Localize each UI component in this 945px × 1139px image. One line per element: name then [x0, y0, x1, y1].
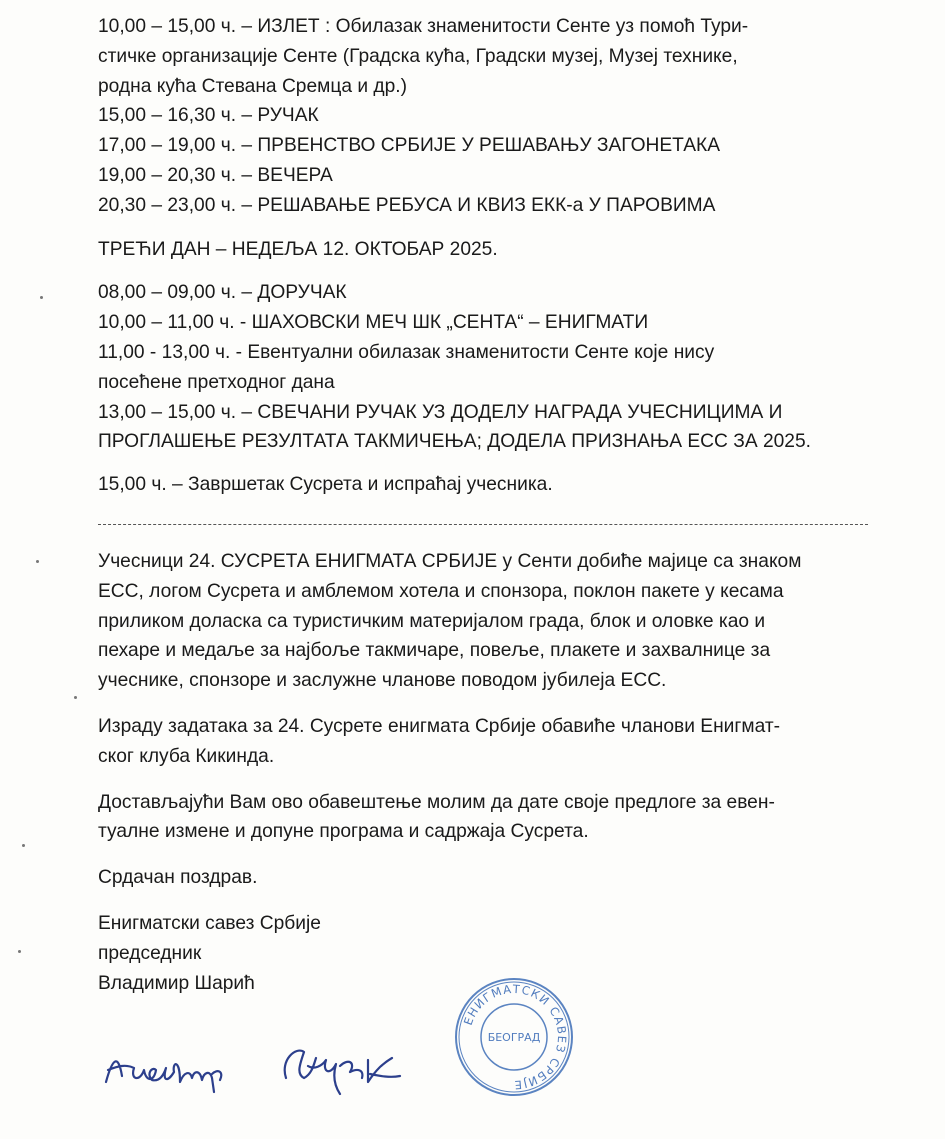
- scan-speck: [74, 696, 77, 699]
- paragraph-request: [98, 788, 873, 848]
- paragraph-line: пехаре и медаље за најбоље такмичаре, повеље, плакете и захвалнице за: [98, 640, 771, 662]
- paragraph-line: Срдачан поздрав.: [98, 867, 258, 889]
- handwritten-signature: [100, 1030, 420, 1100]
- paragraph-line: ЕСС, логом Сусрета и амблемом хотела и спонзора, поклон пакете у кесама: [98, 580, 784, 602]
- scan-speck: [36, 560, 39, 563]
- day3-heading: ТРЕЋИ ДАН – НЕДЕЉА 12. ОКТОБАР 2025.: [98, 238, 498, 260]
- schedule-line: посећене претходног дана: [98, 371, 335, 393]
- schedule-line: стичке организације Сенте (Градска кућа, Градски музеј, Музеј технике,: [98, 45, 738, 67]
- schedule-line: 13,00 – 15,00 ч. – СВЕЧАНИ РУЧАК УЗ ДОДЕЛУ НАГРАДА УЧЕСНИЦИМА И: [98, 401, 783, 423]
- document-body: [98, 12, 873, 998]
- scan-speck: [22, 844, 25, 847]
- paragraph-greeting: [98, 863, 873, 893]
- stamp-center-text: БЕОГРАД: [487, 1031, 541, 1044]
- paragraph-line: учеснике, спонзоре и заслужне чланове поводом јубилеја ЕСС.: [98, 670, 667, 692]
- day3-schedule: [98, 278, 873, 457]
- schedule-line: 20,30 – 23,00 ч. – РЕШАВАЊЕ РЕБУСА И КВИЗ ЕКК-а У ПАРОВИМА: [98, 194, 716, 216]
- stamp-seal: [452, 975, 576, 1099]
- stamp-ring-text: ЕНИГМАТСКИ САВЕЗ СРБИЈЕ: [460, 981, 570, 1093]
- scan-speck: [18, 950, 21, 953]
- signature-name: Владимир Шарић: [98, 972, 255, 994]
- signature-title: председник: [98, 942, 202, 964]
- schedule-line: 15,00 – 16,30 ч. – РУЧАК: [98, 105, 319, 127]
- day2-schedule: [98, 12, 873, 221]
- paragraph-tasks: [98, 712, 873, 772]
- schedule-line: родна кућа Стевана Сремца и др.): [98, 75, 407, 97]
- paragraph-gifts: [98, 547, 873, 696]
- paragraph-line: Учесници 24. СУСРЕТА ЕНИГМАТА СРБИЈЕ у Сенти добиће мајице са знаком: [98, 550, 802, 572]
- schedule-line: 10,00 – 11,00 ч. - ШАХОВСКИ МЕЧ ШК „СЕНТА“ – ЕНИГМАТИ: [98, 312, 649, 334]
- paragraph-line: приликом доласка са туристичким материјалом града, блок и оловке као и: [98, 610, 766, 632]
- dashed-divider: [98, 524, 868, 525]
- schedule-line: 19,00 – 20,30 ч. – ВЕЧЕРА: [98, 164, 333, 186]
- paragraph-line: Достављајући Вам ово обавештење молим да дате своје предлоге за евен-: [98, 791, 775, 813]
- schedule-line: 08,00 – 09,00 ч. – ДОРУЧАК: [98, 282, 347, 304]
- closing-line: 15,00 ч. – Завршетак Сусрета и испраћај учесника.: [98, 474, 553, 496]
- schedule-line: 17,00 – 19,00 ч. – ПРВЕНСТВО СРБИЈЕ У РЕШАВАЊУ ЗАГОНЕТАКА: [98, 135, 721, 157]
- schedule-line: 11,00 - 13,00 ч. - Евентуални обилазак знаменитости Сенте које нису: [98, 341, 715, 363]
- paragraph-line: туалне измене и допуне програма и садржаја Сусрета.: [98, 821, 589, 843]
- schedule-line: ПРОГЛАШЕЊЕ РЕЗУЛТАТА ТАКМИЧЕЊА; ДОДЕЛА ПРИЗНАЊА ЕСС ЗА 2025.: [98, 431, 811, 453]
- scan-speck: [40, 296, 43, 299]
- schedule-line: 10,00 – 15,00 ч. – ИЗЛЕТ : Обилазак знаменитости Сенте уз помоћ Тури-: [98, 16, 749, 37]
- paragraph-line: Израду задатака за 24. Сусрете енигмата Србије обавиће чланови Енигмат-: [98, 715, 781, 737]
- signature-org: Енигматски савез Србије: [98, 912, 321, 934]
- paragraph-line: ског клуба Кикинда.: [98, 745, 275, 767]
